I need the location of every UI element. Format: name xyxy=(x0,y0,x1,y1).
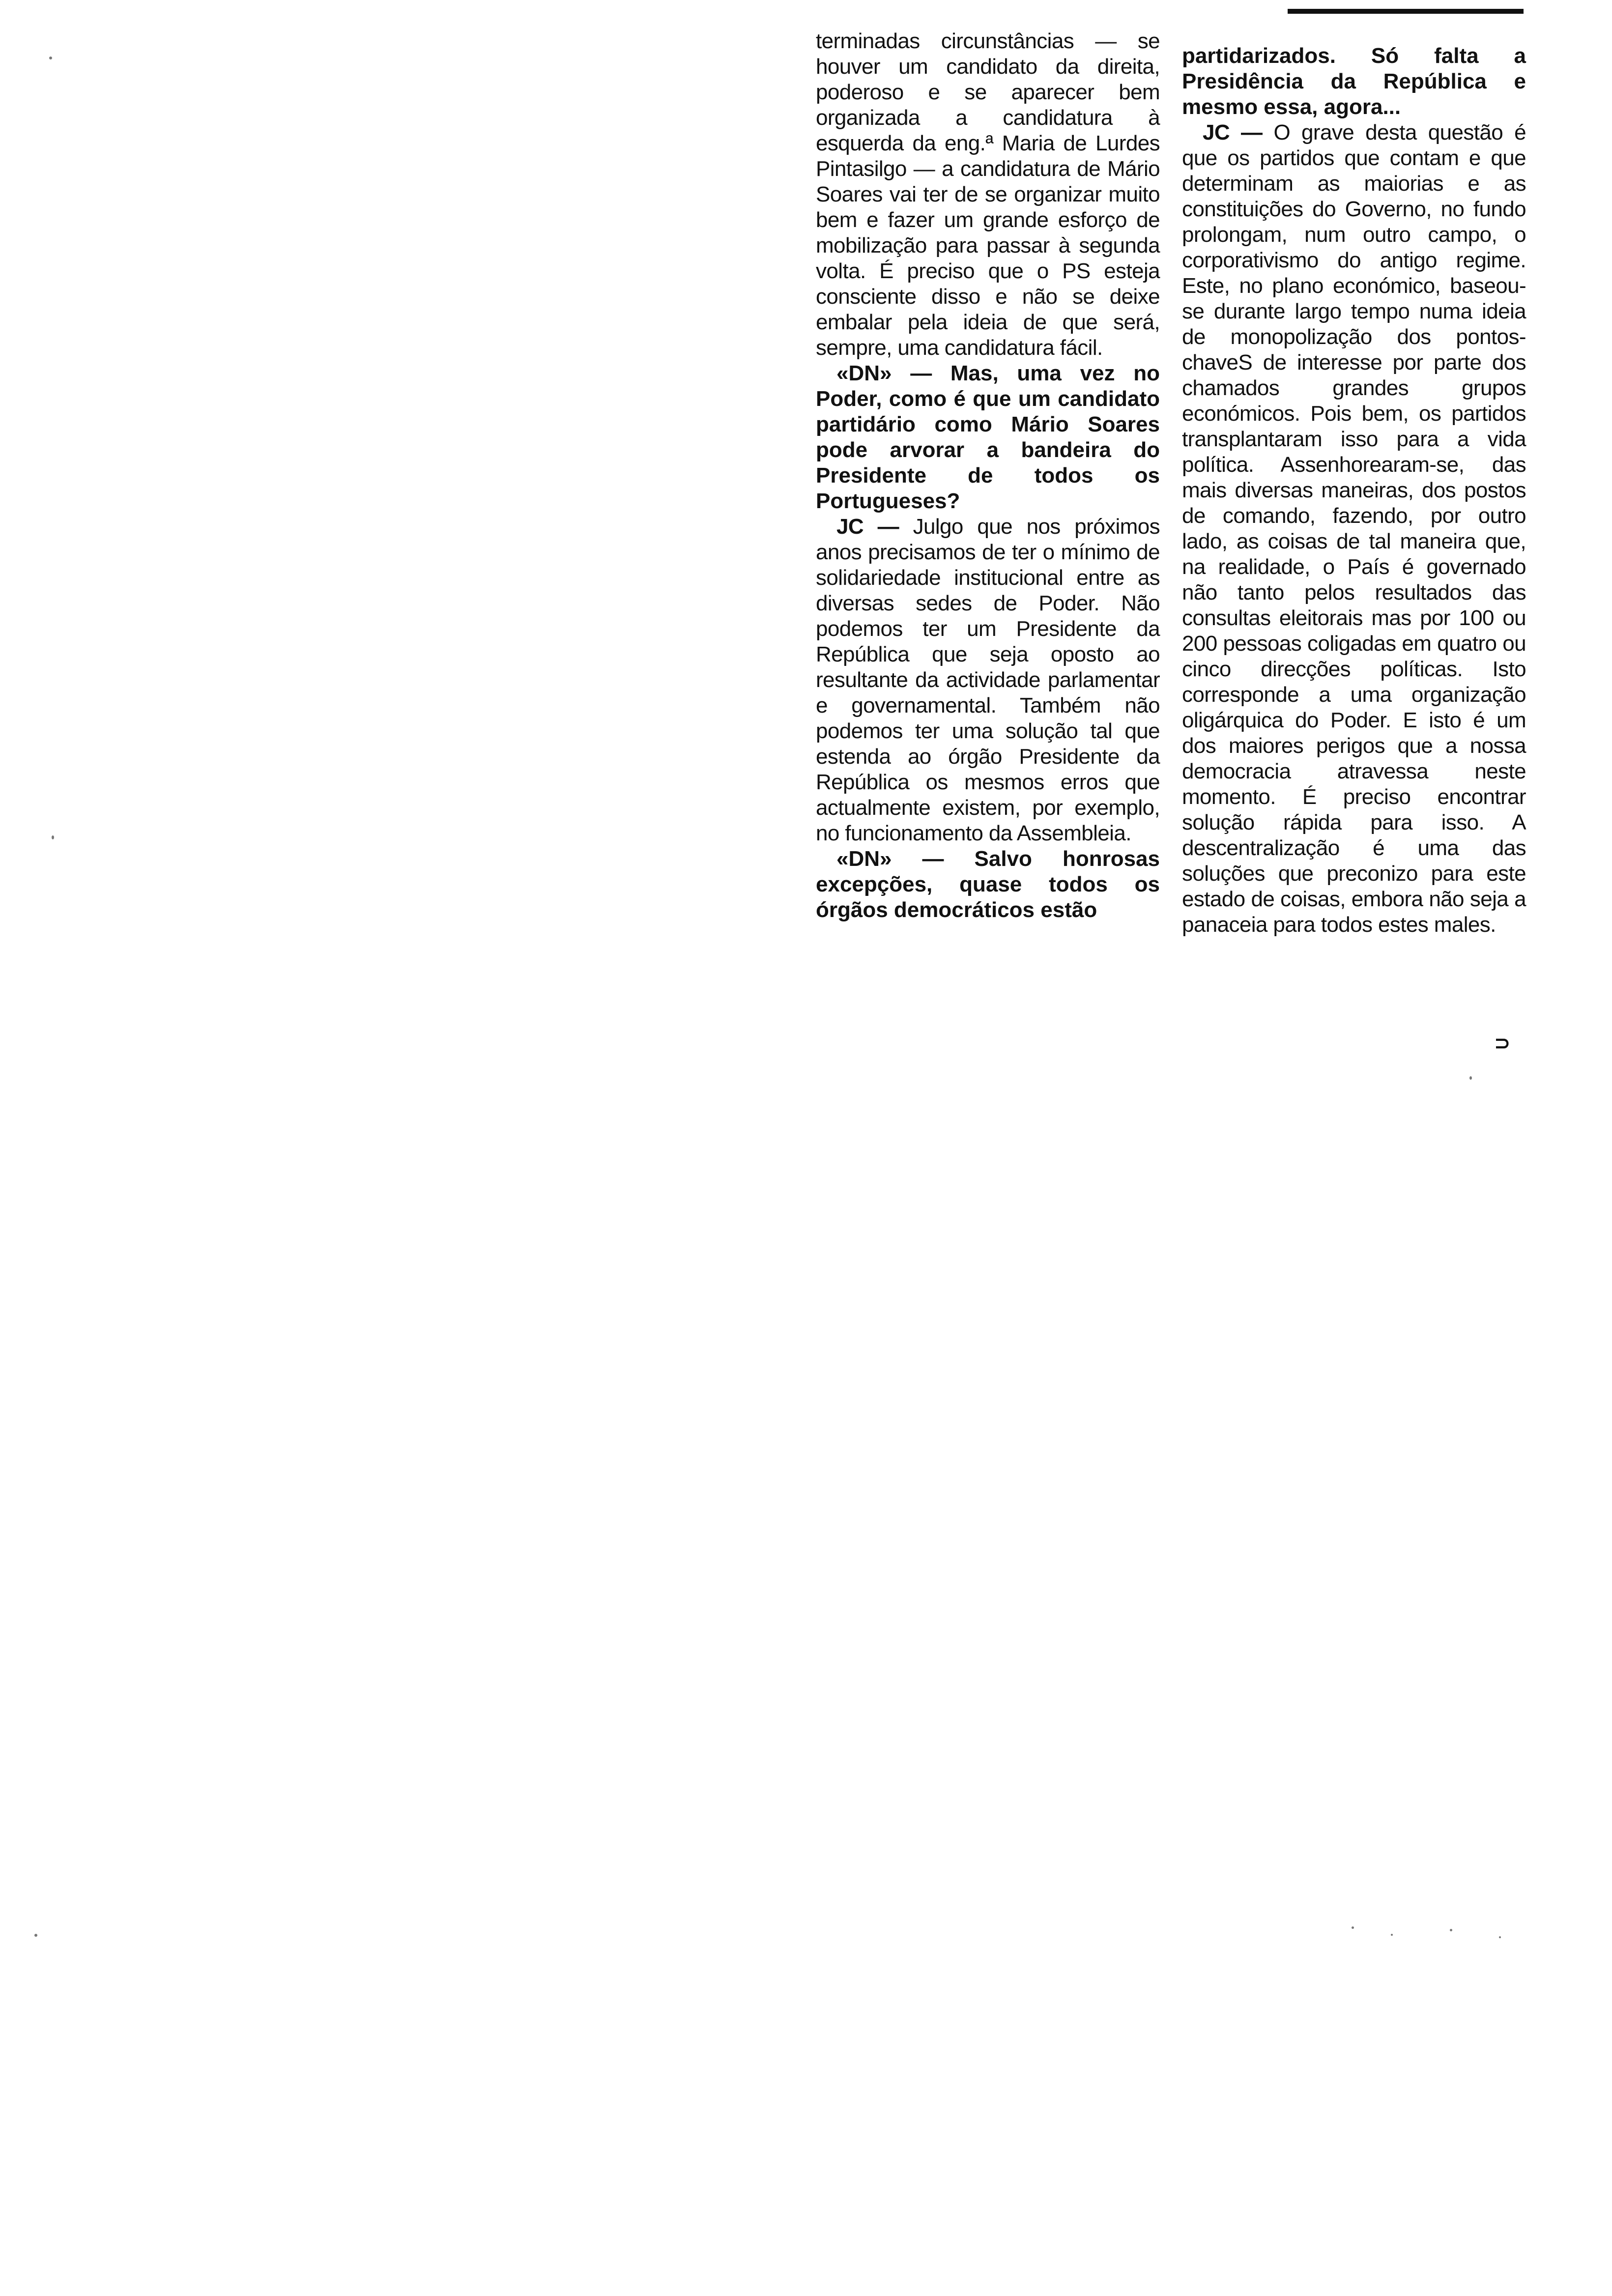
paragraph-intro: terminadas circunstâncias — se houver um candidato da direita, poderoso e se aparecer bem organizada a candidatura à esquerda da eng.ª Maria de Lurdes Pintasilgo — a candidatura de Mário Soares vai ter de se organizar muito bem e fazer um grande esforço de mobilização para passar à segunda volta. É preciso que o PS esteja consciente disso e não se deixe embalar pela ideia de que será, sempre, uma candidatura fácil. xyxy=(816,29,1160,360)
answer-1-text: Julgo que nos próximos anos precisamos de ter o mínimo de solidariedade institucional entre as diversas sedes de Poder. Não podemos ter um Presidente da República que seja oposto ao resultante da actividade parlamentar e governamental. Também não podemos ter uma solução tal que estenda ao órgão Presidente da República os mesmos erros que actualmente existem, por exemplo, no funcionamento da Assembleia. xyxy=(816,515,1160,845)
scan-speck xyxy=(1450,1929,1452,1931)
scan-speck xyxy=(49,57,52,59)
article-column-right xyxy=(1182,43,1526,938)
question-2 xyxy=(816,846,1160,923)
answer-2-speaker: JC — xyxy=(1203,120,1274,144)
scan-speck xyxy=(52,835,54,839)
question-2-cont-text: partidarizados. Só falta a Presidência da República e mesmo essa, agora... xyxy=(1182,44,1526,119)
question-1-text: Mas, uma vez no Poder, como é que um candidato partidário como Mário Soares pode arvorar a bandeira do Presidente de todos os Portugueses? xyxy=(816,361,1160,513)
question-2-speaker: «DN» — xyxy=(836,847,975,871)
answer-1 xyxy=(816,514,1160,846)
scan-speck xyxy=(1352,1926,1354,1929)
scan-speck xyxy=(1391,1934,1393,1936)
scan-speck xyxy=(1499,1936,1501,1938)
end-of-article-mark: ⊃ xyxy=(1494,1033,1511,1054)
scan-speck xyxy=(1469,1076,1472,1080)
question-1 xyxy=(816,361,1160,514)
scan-speck xyxy=(34,1934,37,1937)
question-2-continued xyxy=(1182,43,1526,120)
question-1-speaker: «DN» — xyxy=(836,361,950,385)
answer-2-text: O grave desta questão é que os partidos que contam e que determinam as maiorias e as constituições do Governo, no fundo prolongam, num outro campo, o corporativismo do antigo regime. Este, no plano económico, baseou-se durante largo tempo numa ideia de monopolização dos pontos-chaveS de interesse por parte dos chamados grandes grupos económicos. Pois bem, os partidos transplantaram isso para a vida política. Assenhorearam-se, das mais diversas maneiras, dos postos de comando, fazendo, por outro lado, as coisas de tal maneira que, na realidade, o País é governado não tanto pelos resultados das consultas eleitorais mas por 100 ou 200 pessoas coligadas em quatro ou cinco direcções políticas. Isto corresponde a uma organização oligárquica do Poder. E isto é um dos maiores perigos que a nossa democracia atravessa neste momento. É preciso encontrar solução rápida para isso. A descentralização é uma das soluções que preconizo para este estado de coisas, embora não seja a panaceia para todos estes males. xyxy=(1182,120,1526,937)
article-column-left xyxy=(816,29,1160,923)
question-2-text: Salvo honrosas excepções, quase todos os órgãos democráticos estão xyxy=(816,847,1160,922)
top-rule xyxy=(1288,9,1524,14)
answer-2 xyxy=(1182,120,1526,938)
answer-1-speaker: JC — xyxy=(836,515,913,539)
